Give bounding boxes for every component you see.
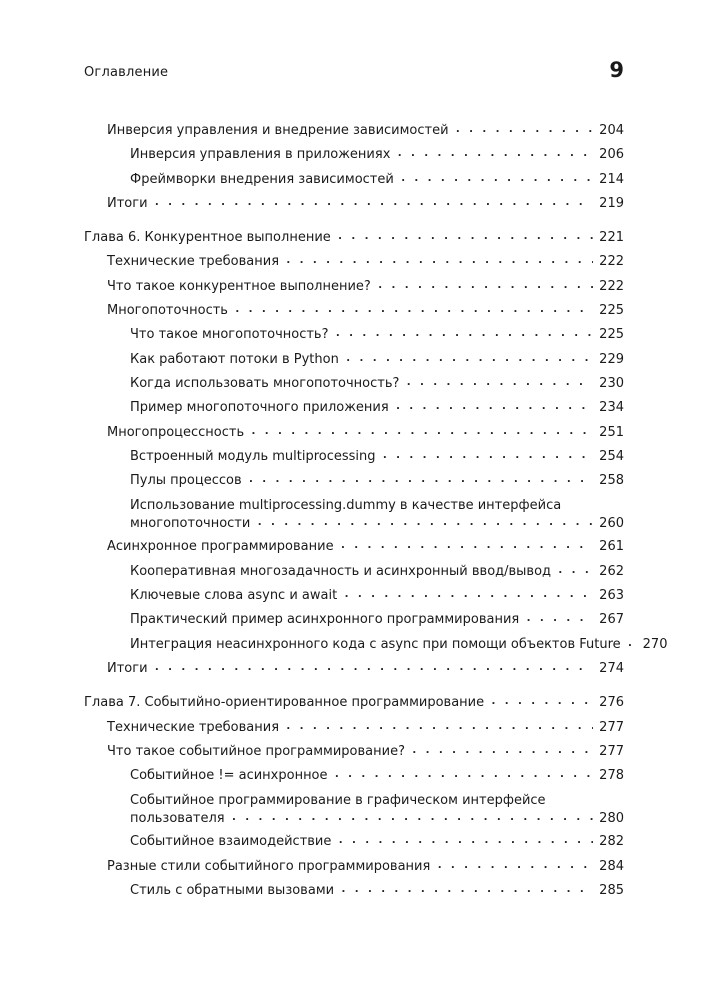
toc-entry-page: 206 [599,147,624,163]
toc-entry-page: 214 [599,171,624,187]
toc-entry-page: 267 [599,612,624,628]
toc-entry [84,396,624,420]
dot-leader [557,558,593,582]
dot-leader [337,828,593,852]
toc-entry-title: пользователя [130,810,231,828]
toc-entry-title: Практический пример асинхронного программирования [130,608,525,632]
toc-entry-page: 276 [599,695,624,711]
toc-entry-title: Пулы процессов [130,469,248,493]
dot-leader [250,419,593,443]
page-header [84,58,624,88]
toc-entry-title: Многопроцессность [107,421,250,445]
toc-entry [84,469,624,493]
dot-leader [436,853,593,877]
toc-entry-title: Ключевые слова async и await [130,584,343,608]
dot-leader [455,117,594,141]
toc-entry [84,168,624,192]
toc-entry-title: Итоги [107,657,154,681]
dot-leader [256,513,593,531]
toc-entry-page: 225 [599,303,624,319]
dot-leader [248,467,594,491]
toc-entry-page: 222 [599,254,624,270]
toc-entry-page: 277 [599,719,624,735]
page-number: 9 [609,58,624,82]
toc-entry [84,608,624,632]
toc-entry-title: Как работают потоки в Python [130,348,345,372]
dot-leader [335,321,594,345]
toc-entry-title: многопоточности [130,515,256,533]
dot-leader [340,877,593,901]
toc-entry [84,788,624,830]
toc-entry [84,584,624,608]
toc-entry [84,764,624,788]
toc-entry-page: 230 [599,375,624,391]
toc-chapter-entry [84,691,624,715]
toc-entry-page: 274 [599,660,624,676]
toc-entry-title: Когда использовать многопоточность? [130,372,405,396]
toc-entry-page: 229 [599,351,624,367]
toc-entry-title: Кооперативная многозадачность и асинхронный ввод/вывод [130,560,557,584]
toc-entry-page: 260 [599,516,624,532]
toc-entry [84,323,624,347]
toc-entry-title: Глава 6. Конкурентное выполнение [84,226,337,250]
toc-entry-page: 261 [599,539,624,555]
dot-leader [154,655,594,679]
dot-leader [382,443,594,467]
toc-entry-title: Инверсия управления и внедрение зависимостей [107,119,455,143]
toc-entry-page: 262 [599,563,624,579]
toc-entry-title: Что такое конкурентное выполнение? [107,275,377,299]
toc-entry-page: 285 [599,883,624,899]
toc-entry [84,421,624,445]
dot-leader [396,141,593,165]
toc-entry [84,493,624,535]
toc-entry [84,830,624,854]
dot-leader [285,248,593,272]
dot-leader [154,190,594,214]
dot-leader [411,738,593,762]
toc-entry [84,250,624,274]
toc-entry [84,855,624,879]
running-header-title: Оглавление [84,65,169,80]
toc-entry [84,348,624,372]
toc-entry-page: 222 [599,278,624,294]
dot-leader [334,762,594,786]
dot-leader [285,714,593,738]
toc-entry [84,372,624,396]
dot-leader [627,631,637,655]
dot-leader [340,533,594,557]
toc-entry-title: Что такое событийное программирование? [107,740,411,764]
toc-entry-page: 225 [599,327,624,343]
toc-entry-title: Стиль с обратными вызовами [130,879,340,903]
toc-entry [84,740,624,764]
toc-entry-title: Инверсия управления в приложениях [130,143,396,167]
toc-entry-title-line1: Использование multiprocessing.dummy в качестве интерфейса [130,498,562,514]
toc-entry-title: Что такое многопоточность? [130,323,335,347]
toc-entry-page: 284 [599,858,624,874]
dot-leader [400,166,593,190]
toc-entry-title: Многопоточность [107,299,234,323]
toc-entry-title: Фреймворки внедрения зависимостей [130,168,400,192]
toc-entry [84,143,624,167]
dot-leader [234,297,593,321]
toc-entry-page: 219 [599,195,624,211]
dot-leader [345,346,593,370]
toc-entry [84,445,624,469]
toc-entry-page: 282 [599,834,624,850]
toc-entry-title: Технические требования [107,716,285,740]
toc-entry-page: 277 [599,743,624,759]
toc-entry [84,275,624,299]
toc-entry [84,192,624,216]
dot-leader [525,606,593,630]
toc-entry-page: 234 [599,400,624,416]
toc-entry-page: 221 [599,230,624,246]
toc-entry [84,119,624,143]
dot-leader [377,273,593,297]
toc-entry-title: Асинхронное программирование [107,535,340,559]
toc-entry-page: 280 [599,811,624,827]
toc-entry-title: Технические требования [107,250,285,274]
toc-chapter-entry [84,226,624,250]
toc-entry-title: Встроенный модуль multiprocessing [130,445,382,469]
toc-entry [84,299,624,323]
toc-entry-page: 258 [599,473,624,489]
dot-leader [343,582,593,606]
toc-entry-title: Событийное != асинхронное [130,764,334,788]
toc-entry-page: 270 [642,636,668,652]
toc-entry-title: Интеграция неасинхронного кода с async при помощи объектов Future [130,633,627,657]
dot-leader [231,808,594,826]
toc-entry-title: Глава 7. Событийно-ориентированное программирование [84,691,490,715]
toc-entry-title: Разные стили событийного программирования [107,855,436,879]
toc-entry-page: 251 [599,424,624,440]
toc-entry [84,657,624,681]
toc-entry-page: 204 [599,123,624,138]
dot-leader [337,224,593,248]
dot-leader [490,689,593,713]
toc-entry-title: Итоги [107,192,154,216]
dot-leader [395,394,593,418]
table-of-contents [84,119,668,903]
toc-entry [84,716,624,740]
toc-entry-page: 263 [599,588,624,604]
toc-entry-title: Пример многопоточного приложения [130,396,395,420]
toc-entry-title-line1: Событийное программирование в графическом интерфейсе [130,793,546,809]
toc-entry-title: Событийное взаимодействие [130,830,337,854]
dot-leader [405,370,593,394]
toc-entry [84,633,668,657]
toc-entry [84,879,624,903]
toc-entry-page: 278 [599,768,624,784]
toc-entry [84,535,624,559]
toc-entry-page: 254 [599,448,624,464]
toc-entry [84,560,624,584]
